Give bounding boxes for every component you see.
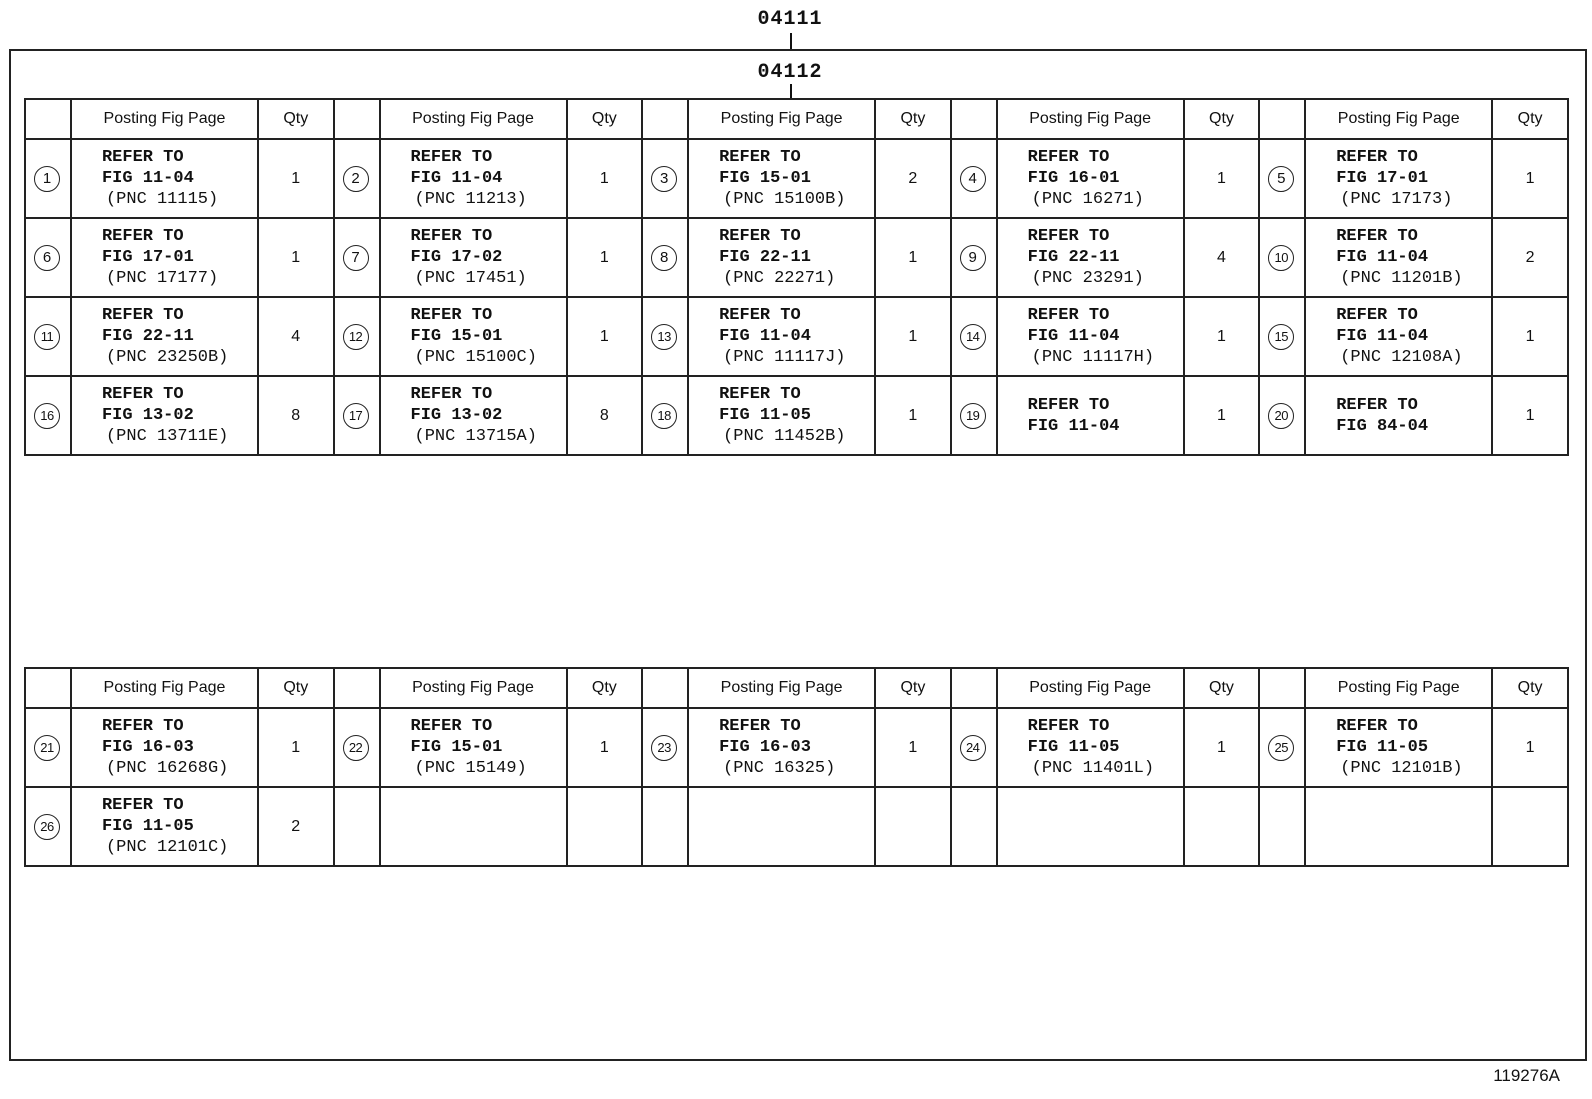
posting-reference <box>381 147 566 210</box>
subgroup-code: 04112 <box>757 61 823 84</box>
fig-reference: FIG 16-01 <box>1027 169 1120 188</box>
item-number-cell <box>25 139 71 218</box>
item-number-badge: 17 <box>343 403 369 429</box>
posting-fig-page-cell <box>688 376 875 455</box>
refer-to-label: REFER TO <box>1336 148 1418 167</box>
fig-reference: FIG 13-02 <box>410 406 503 425</box>
qty-cell: 1 <box>1184 139 1260 218</box>
pnc-reference: (PNC 15100B) <box>723 190 846 209</box>
table-row <box>25 708 1568 787</box>
parts-reference-table-2 <box>24 667 1569 867</box>
fig-reference: FIG 11-04 <box>1336 327 1429 346</box>
pnc-reference: (PNC 15149) <box>414 759 527 778</box>
item-number-cell <box>1259 376 1305 455</box>
posting-fig-page-cell <box>997 376 1184 455</box>
pnc-reference: (PNC 11213) <box>414 190 527 209</box>
qty-cell: 2 <box>258 787 334 866</box>
posting-fig-page-cell <box>380 708 567 787</box>
posting-reference <box>998 226 1183 289</box>
posting-reference <box>72 226 257 289</box>
item-number-badge: 16 <box>34 403 60 429</box>
posting-fig-page-cell <box>688 787 875 866</box>
item-number-cell <box>1259 139 1305 218</box>
qty-cell <box>1184 787 1260 866</box>
header-number-cell <box>334 668 380 708</box>
header-posting-fig-page: Posting Fig Page <box>71 99 258 139</box>
item-number-cell <box>642 297 688 376</box>
item-number-cell <box>642 787 688 866</box>
refer-to-label: REFER TO <box>410 385 493 404</box>
pnc-reference: (PNC 11117J) <box>723 348 846 367</box>
fig-reference: FIG 11-04 <box>1027 327 1120 346</box>
pnc-reference: (PNC 22271) <box>723 269 836 288</box>
posting-fig-page-cell <box>1305 297 1492 376</box>
posting-fig-page-cell <box>997 139 1184 218</box>
table-header-row <box>25 99 1568 139</box>
posting-fig-page-cell <box>71 376 258 455</box>
fig-reference: FIG 11-05 <box>719 406 811 425</box>
header-posting-fig-page: Posting Fig Page <box>380 668 567 708</box>
header-posting-fig-page: Posting Fig Page <box>1305 668 1492 708</box>
item-number-cell <box>334 139 380 218</box>
posting-fig-page-cell <box>1305 376 1492 455</box>
pnc-reference: (PNC 17173) <box>1340 190 1453 209</box>
pnc-reference: (PNC 12108A) <box>1340 348 1463 367</box>
fig-reference: FIG 11-04 <box>101 169 194 188</box>
qty-cell <box>1492 787 1568 866</box>
refer-to-label: REFER TO <box>719 385 801 404</box>
item-number-cell <box>951 787 997 866</box>
qty-cell: 2 <box>875 139 951 218</box>
qty-cell: 1 <box>258 139 334 218</box>
item-number-cell <box>951 139 997 218</box>
refer-to-label: REFER TO <box>1027 306 1110 325</box>
item-number-cell <box>334 376 380 455</box>
refer-to-label: REFER TO <box>410 717 493 736</box>
header-qty: Qty <box>1184 668 1260 708</box>
table-row <box>25 376 1568 455</box>
qty-cell: 1 <box>567 218 643 297</box>
table-header-row <box>25 668 1568 708</box>
item-number-cell <box>1259 218 1305 297</box>
refer-to-label: REFER TO <box>1336 395 1418 415</box>
refer-to-label: REFER TO <box>101 385 184 404</box>
posting-reference <box>381 305 566 368</box>
posting-fig-page-cell <box>997 708 1184 787</box>
posting-reference <box>381 384 566 447</box>
qty-cell: 1 <box>1492 139 1568 218</box>
pnc-reference: (PNC 11115) <box>105 190 219 209</box>
posting-reference <box>689 716 874 779</box>
item-number-cell <box>642 139 688 218</box>
item-number-badge: 6 <box>34 245 60 271</box>
refer-to-label: REFER TO <box>1336 227 1418 246</box>
posting-reference <box>689 226 874 289</box>
posting-fig-page-cell <box>380 139 567 218</box>
posting-fig-page-cell <box>688 218 875 297</box>
posting-reference <box>72 716 257 779</box>
header-posting-fig-page: Posting Fig Page <box>380 99 567 139</box>
item-number-cell <box>951 708 997 787</box>
item-number-badge: 25 <box>1268 735 1294 761</box>
header-number-cell <box>642 668 688 708</box>
item-number-cell <box>642 218 688 297</box>
refer-to-label: REFER TO <box>410 227 493 246</box>
posting-reference <box>998 305 1183 368</box>
item-number-badge: 5 <box>1268 166 1294 192</box>
fig-reference: FIG 17-01 <box>101 248 194 267</box>
fig-reference: FIG 11-05 <box>1336 738 1429 757</box>
pnc-reference: (PNC 13711E) <box>105 427 229 446</box>
fig-reference: FIG 84-04 <box>1336 416 1429 436</box>
posting-reference <box>72 305 257 368</box>
qty-cell: 1 <box>567 708 643 787</box>
posting-reference <box>1306 716 1491 779</box>
refer-to-label: REFER TO <box>101 717 184 736</box>
pnc-reference: (PNC 23291) <box>1031 269 1144 288</box>
qty-cell: 1 <box>1492 708 1568 787</box>
fig-reference: FIG 15-01 <box>719 169 811 188</box>
header-qty: Qty <box>875 668 951 708</box>
item-number-cell <box>1259 708 1305 787</box>
posting-reference <box>689 305 874 368</box>
item-number-cell <box>334 787 380 866</box>
posting-reference <box>1306 147 1491 210</box>
fig-reference: FIG 17-01 <box>1336 169 1429 188</box>
qty-cell: 1 <box>1492 376 1568 455</box>
refer-to-label: REFER TO <box>1027 395 1110 415</box>
header-number-cell <box>1259 668 1305 708</box>
refer-to-label: REFER TO <box>719 148 801 167</box>
refer-to-label: REFER TO <box>101 796 184 815</box>
posting-fig-page-cell <box>688 708 875 787</box>
pnc-reference: (PNC 12101C) <box>105 838 229 857</box>
pnc-reference: (PNC 11401L) <box>1031 759 1155 778</box>
refer-to-label: REFER TO <box>410 306 493 325</box>
item-number-badge: 20 <box>1268 403 1294 429</box>
item-number-badge: 14 <box>960 324 986 350</box>
item-number-badge: 7 <box>343 245 369 271</box>
posting-fig-page-cell <box>380 376 567 455</box>
fig-reference: FIG 15-01 <box>410 738 503 757</box>
posting-reference <box>381 226 566 289</box>
refer-to-label: REFER TO <box>101 227 184 246</box>
item-number-cell <box>334 218 380 297</box>
refer-to-label: REFER TO <box>101 306 184 325</box>
posting-reference <box>998 716 1183 779</box>
header-number-cell <box>951 99 997 139</box>
header-posting-fig-page: Posting Fig Page <box>71 668 258 708</box>
posting-reference <box>1306 226 1491 289</box>
pnc-reference: (PNC 13715A) <box>414 427 537 446</box>
qty-cell: 8 <box>567 376 643 455</box>
posting-fig-page-cell <box>380 787 567 866</box>
header-posting-fig-page: Posting Fig Page <box>997 668 1184 708</box>
item-number-badge: 8 <box>651 245 677 271</box>
posting-reference <box>1306 305 1491 368</box>
pnc-reference: (PNC 15100C) <box>414 348 537 367</box>
qty-cell: 1 <box>567 139 643 218</box>
illustration-code: 119276A <box>1493 1066 1560 1085</box>
item-number-badge: 12 <box>343 324 369 350</box>
header-number-cell <box>1259 99 1305 139</box>
posting-reference <box>998 147 1183 210</box>
header-qty: Qty <box>1492 99 1568 139</box>
item-number-cell <box>951 218 997 297</box>
parts-reference-table-1 <box>24 98 1569 456</box>
posting-fig-page-cell <box>1305 708 1492 787</box>
posting-fig-page-cell <box>380 297 567 376</box>
posting-fig-page-cell <box>1305 139 1492 218</box>
item-number-badge: 11 <box>34 324 60 350</box>
group-code: 04111 <box>757 8 823 31</box>
posting-reference <box>689 147 874 210</box>
posting-fig-page-cell <box>997 787 1184 866</box>
item-number-cell <box>642 376 688 455</box>
header-number-cell <box>334 99 380 139</box>
qty-cell: 1 <box>1184 297 1260 376</box>
fig-reference: FIG 15-01 <box>410 327 503 346</box>
header-posting-fig-page: Posting Fig Page <box>997 99 1184 139</box>
qty-cell: 1 <box>1184 708 1260 787</box>
table-row <box>25 218 1568 297</box>
posting-reference <box>1306 395 1491 437</box>
fig-reference: FIG 22-11 <box>101 327 194 346</box>
refer-to-label: REFER TO <box>1336 306 1418 325</box>
item-number-badge: 23 <box>651 735 677 761</box>
qty-cell: 8 <box>258 376 334 455</box>
pnc-reference: (PNC 11452B) <box>723 427 846 446</box>
qty-cell: 4 <box>258 297 334 376</box>
item-number-cell <box>25 708 71 787</box>
fig-reference: FIG 11-04 <box>1027 416 1120 436</box>
item-number-cell <box>334 708 380 787</box>
fig-reference: FIG 16-03 <box>719 738 811 757</box>
header-number-cell <box>642 99 688 139</box>
item-number-badge: 1 <box>34 166 60 192</box>
header-posting-fig-page: Posting Fig Page <box>688 668 875 708</box>
posting-reference <box>998 395 1183 437</box>
pnc-reference: (PNC 17177) <box>105 269 219 288</box>
item-number-cell <box>334 297 380 376</box>
item-number-cell <box>1259 787 1305 866</box>
posting-fig-page-cell <box>380 218 567 297</box>
item-number-badge: 26 <box>34 814 60 840</box>
item-number-badge: 10 <box>1268 245 1294 271</box>
qty-cell: 1 <box>875 376 951 455</box>
fig-reference: FIG 11-04 <box>1336 248 1429 267</box>
header-posting-fig-page: Posting Fig Page <box>1305 99 1492 139</box>
refer-to-label: REFER TO <box>719 306 801 325</box>
pnc-reference: (PNC 16271) <box>1031 190 1144 209</box>
header-qty: Qty <box>258 668 334 708</box>
item-number-cell <box>951 376 997 455</box>
item-number-badge: 15 <box>1268 324 1294 350</box>
fig-reference: FIG 22-11 <box>719 248 811 267</box>
fig-reference: FIG 16-03 <box>101 738 194 757</box>
posting-reference <box>689 384 874 447</box>
posting-fig-page-cell <box>71 297 258 376</box>
pnc-reference: (PNC 23250B) <box>105 348 229 367</box>
posting-fig-page-cell <box>688 139 875 218</box>
posting-fig-page-cell <box>71 787 258 866</box>
item-number-cell <box>1259 297 1305 376</box>
qty-cell <box>567 787 643 866</box>
fig-reference: FIG 11-04 <box>719 327 811 346</box>
qty-cell: 1 <box>875 297 951 376</box>
refer-to-label: REFER TO <box>1027 148 1110 167</box>
item-number-badge: 19 <box>960 403 986 429</box>
refer-to-label: REFER TO <box>719 717 801 736</box>
pnc-reference: (PNC 11201B) <box>1340 269 1463 288</box>
item-number-cell <box>642 708 688 787</box>
header-posting-fig-page: Posting Fig Page <box>688 99 875 139</box>
posting-fig-page-cell <box>1305 787 1492 866</box>
fig-reference: FIG 13-02 <box>101 406 194 425</box>
group-code-leader-line <box>790 33 792 50</box>
table-row <box>25 297 1568 376</box>
item-number-badge: 13 <box>651 324 677 350</box>
item-number-badge: 9 <box>960 245 986 271</box>
posting-reference <box>72 147 257 210</box>
item-number-badge: 18 <box>651 403 677 429</box>
item-number-cell <box>951 297 997 376</box>
pnc-reference: (PNC 16268G) <box>105 759 229 778</box>
header-qty: Qty <box>567 668 643 708</box>
qty-cell <box>875 787 951 866</box>
pnc-reference: (PNC 12101B) <box>1340 759 1463 778</box>
item-number-cell <box>25 376 71 455</box>
item-number-badge: 22 <box>343 735 369 761</box>
header-qty: Qty <box>567 99 643 139</box>
refer-to-label: REFER TO <box>719 227 801 246</box>
qty-cell: 1 <box>258 708 334 787</box>
refer-to-label: REFER TO <box>410 148 493 167</box>
header-number-cell <box>951 668 997 708</box>
fig-reference: FIG 11-05 <box>1027 738 1120 757</box>
item-number-badge: 21 <box>34 735 60 761</box>
table-row <box>25 139 1568 218</box>
header-qty: Qty <box>875 99 951 139</box>
item-number-badge: 2 <box>343 166 369 192</box>
qty-cell: 4 <box>1184 218 1260 297</box>
qty-cell: 1 <box>258 218 334 297</box>
posting-fig-page-cell <box>997 297 1184 376</box>
subgroup-code-leader-line <box>790 84 792 99</box>
fig-reference: FIG 22-11 <box>1027 248 1120 267</box>
posting-fig-page-cell <box>688 297 875 376</box>
pnc-reference: (PNC 17451) <box>414 269 527 288</box>
header-number-cell <box>25 99 71 139</box>
fig-reference: FIG 17-02 <box>410 248 503 267</box>
item-number-cell <box>25 787 71 866</box>
item-number-badge: 4 <box>960 166 986 192</box>
qty-cell: 1 <box>567 297 643 376</box>
refer-to-label: REFER TO <box>1336 717 1418 736</box>
header-qty: Qty <box>258 99 334 139</box>
posting-reference <box>381 716 566 779</box>
fig-reference: FIG 11-04 <box>410 169 503 188</box>
refer-to-label: REFER TO <box>101 148 184 167</box>
fig-reference: FIG 11-05 <box>101 817 194 836</box>
posting-reference <box>72 795 257 858</box>
refer-to-label: REFER TO <box>1027 717 1110 736</box>
posting-fig-page-cell <box>71 708 258 787</box>
qty-cell: 1 <box>875 708 951 787</box>
qty-cell: 1 <box>875 218 951 297</box>
pnc-reference: (PNC 16325) <box>723 759 836 778</box>
item-number-badge: 24 <box>960 735 986 761</box>
header-number-cell <box>25 668 71 708</box>
header-qty: Qty <box>1184 99 1260 139</box>
table-row <box>25 787 1568 866</box>
posting-fig-page-cell <box>71 139 258 218</box>
qty-cell: 2 <box>1492 218 1568 297</box>
item-number-badge: 3 <box>651 166 677 192</box>
qty-cell: 1 <box>1184 376 1260 455</box>
item-number-cell <box>25 218 71 297</box>
posting-fig-page-cell <box>997 218 1184 297</box>
posting-fig-page-cell <box>1305 218 1492 297</box>
posting-fig-page-cell <box>71 218 258 297</box>
posting-reference <box>72 384 257 447</box>
pnc-reference: (PNC 11117H) <box>1031 348 1155 367</box>
item-number-cell <box>25 297 71 376</box>
qty-cell: 1 <box>1492 297 1568 376</box>
header-qty: Qty <box>1492 668 1568 708</box>
refer-to-label: REFER TO <box>1027 227 1110 246</box>
